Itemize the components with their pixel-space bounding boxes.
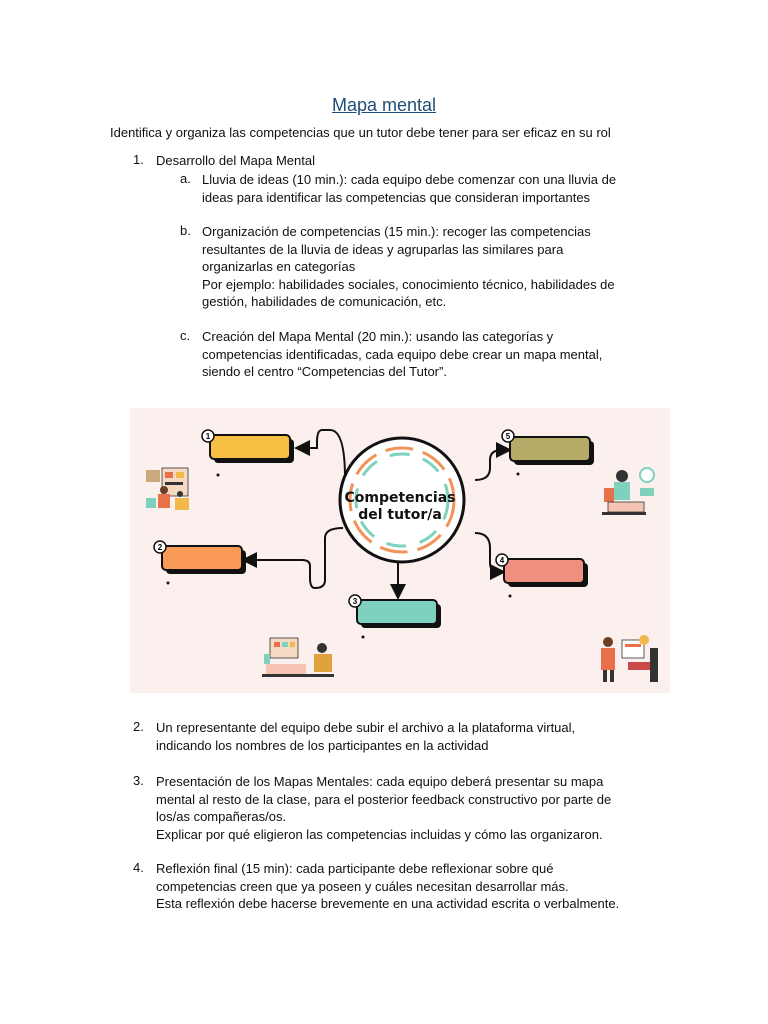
page-title: Mapa mental: [331, 95, 437, 115]
center-node-title: [330, 490, 470, 524]
text-line: organizarlas en categorías: [202, 259, 356, 274]
illustration-people-bottom-left: [262, 638, 334, 677]
text-line: siendo el centro “Competencias del Tutor”.: [202, 364, 447, 379]
node-box-3: [349, 595, 441, 639]
substep-c-text: [202, 328, 602, 381]
mind-map-graphic: [130, 408, 670, 693]
step-4-text: [156, 860, 619, 913]
node-box-5: [502, 430, 594, 476]
text-line: Presentación de los Mapas Mentales: cada equipo deberá presentar su mapa: [156, 774, 604, 789]
node-box-1: [202, 430, 294, 477]
step-3-number: 3.: [133, 773, 144, 788]
substep-b-text: [202, 223, 615, 311]
step-1-heading: Desarrollo del Mapa Mental: [156, 153, 315, 168]
text-line: mental al resto de la clase, para el posterior feedback constructivo por parte de: [156, 791, 612, 807]
center-title-line2: del tutor/a: [358, 507, 442, 523]
node-box-4: [496, 554, 588, 598]
mind-map-illustration: [130, 408, 670, 693]
step-1-number: 1.: [133, 152, 144, 167]
substep-a-letter: a.: [180, 171, 191, 186]
node-box-2: [154, 541, 246, 585]
text-line: Creación del Mapa Mental (20 min.): usando las categorías y: [202, 329, 554, 344]
text-line: Un representante del equipo debe subir el archivo a la plataforma virtual,: [156, 720, 576, 735]
text-line: gestión, habilidades de comunicación, etc.: [202, 294, 447, 309]
text-line: resultantes de la lluvia de ideas y agruparlas las similares para: [202, 241, 564, 257]
text-line: Organización de competencias (15 min.): recoger las competencias: [202, 224, 591, 239]
text-line: los/as compañeras/os.: [156, 809, 287, 824]
text-line: Esta reflexión debe hacerse brevemente en una actividad escrita o verbalmente.: [156, 896, 620, 911]
step-2-text: [156, 719, 575, 754]
illustration-people-top-right: [602, 468, 654, 515]
text-line: competencias identificadas, cada equipo debe crear un mapa mental,: [202, 346, 603, 362]
text-line: competencias creen que ya poseen y cuáles necesitan desarrollar más.: [156, 878, 569, 894]
text-line: Por ejemplo: habilidades sociales, conocimiento técnico, habilidades de: [202, 276, 615, 292]
text-line: Reflexión final (15 min): cada participante debe reflexionar sobre qué: [156, 861, 554, 876]
step-3-text: [156, 773, 611, 843]
node-1-number: 1: [205, 432, 211, 441]
illustration-people-top-left: [146, 468, 189, 510]
node-4-number: 4: [499, 556, 505, 565]
center-title-line1: Competencias: [344, 490, 456, 506]
text-line: Lluvia de ideas (10 min.): cada equipo debe comenzar con una lluvia de: [202, 172, 617, 187]
node-3-number: 3: [352, 597, 358, 606]
substep-a-text: [202, 171, 616, 206]
substep-c-letter: c.: [180, 328, 191, 343]
node-5-number: 5: [505, 432, 511, 441]
node-2-number: 2: [157, 543, 163, 552]
intro-text: Identifica y organiza las competencias que un tutor debe tener para ser eficaz en su rol: [110, 125, 611, 140]
step-2-number: 2.: [133, 719, 144, 734]
substep-b-letter: b.: [180, 223, 191, 238]
text-line: ideas para identificar las competencias que consideran importantes: [202, 189, 591, 205]
text-line: Explicar por qué eligieron las competencias incluidas y cómo las organizaron.: [156, 826, 603, 842]
text-line: indicando los nombres de los participantes en la actividad: [156, 737, 489, 753]
illustration-people-bottom-right: [601, 635, 658, 682]
step-4-number: 4.: [133, 860, 144, 875]
